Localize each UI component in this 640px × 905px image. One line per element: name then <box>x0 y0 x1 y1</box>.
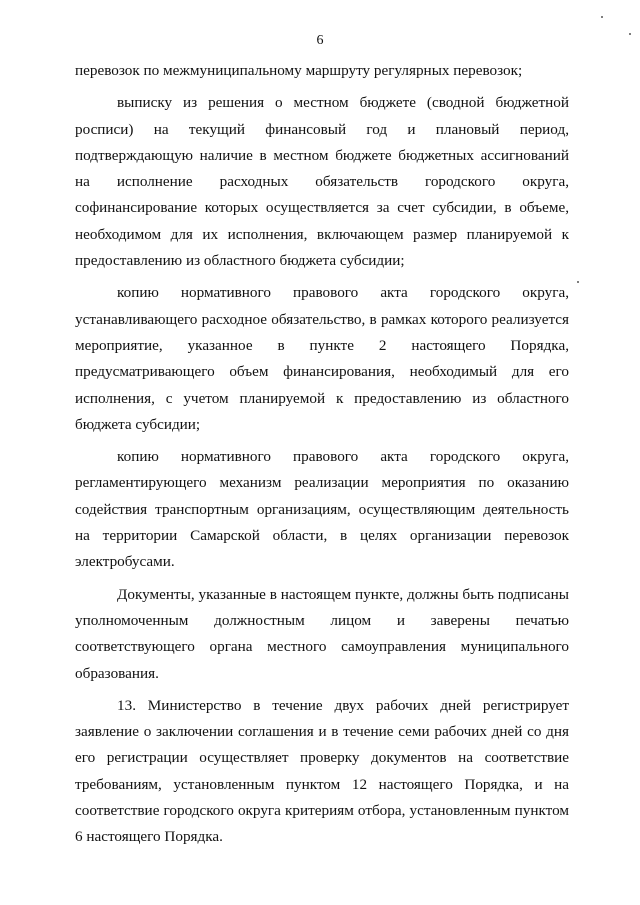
paragraph-legal-act-copy: копию нормативного правового акта городского округа, устанавливающего расходное обязательство, в рамках которого реализуется мероприятие, указанное в пункте 2 настоящего Порядка, предусматривающего объем финансирования, необходимый для его исполнения, с учетом планируемой к предоставлению из областного бюджета субсидии; <box>75 284 569 433</box>
paragraph-budget-extract: выписку из решения о местном бюджете (сводной бюджетной росписи) на текущий финансовый год и плановый период, подтверждающую наличие в местном бюджете бюджетных ассигнований на исполнение расходных обязательств городского округа, софинансирование которых осуществляется за счет субсидии, в объеме, необходимом для их исполнения, включающем размер планируемой к предоставлению из областного бюджета субсидии; <box>75 94 569 270</box>
document-body <box>75 58 569 851</box>
page-number: 6 <box>316 33 324 48</box>
paragraph-item-13: 13. Министерство в течение двух рабочих дней регистрирует заявление о заключении соглашения и в течение семи рабочих дней со дня его регистрации осуществляет проверку документов на соответствие требованиям, установленным пунктом 12 настоящего Порядка, и на соответствие городского округа критериям отбора, установленным пунктом 6 настоящего Порядка. <box>75 696 569 846</box>
paragraph-mechanism-act-copy: копию нормативного правового акта городского округа, регламентирующего механизм реализации мероприятия по оказанию содействия транспортным организациям, осуществляющим деятельность на территории Самарской области, в целях организации перевозок электробусами. <box>75 448 569 571</box>
scan-speck <box>577 281 579 283</box>
paragraph-signature-requirements: Документы, указанные в настоящем пункте, должны быть подписаны уполномоченным должностным лицом и заверены печатью соответствующего органа местного самоуправления муниципального образования. <box>75 585 569 682</box>
scan-speck <box>629 33 631 35</box>
scan-speck <box>601 16 603 18</box>
paragraph-continuation: перевозок по межмуниципальному маршруту регулярных перевозок; <box>75 62 523 79</box>
